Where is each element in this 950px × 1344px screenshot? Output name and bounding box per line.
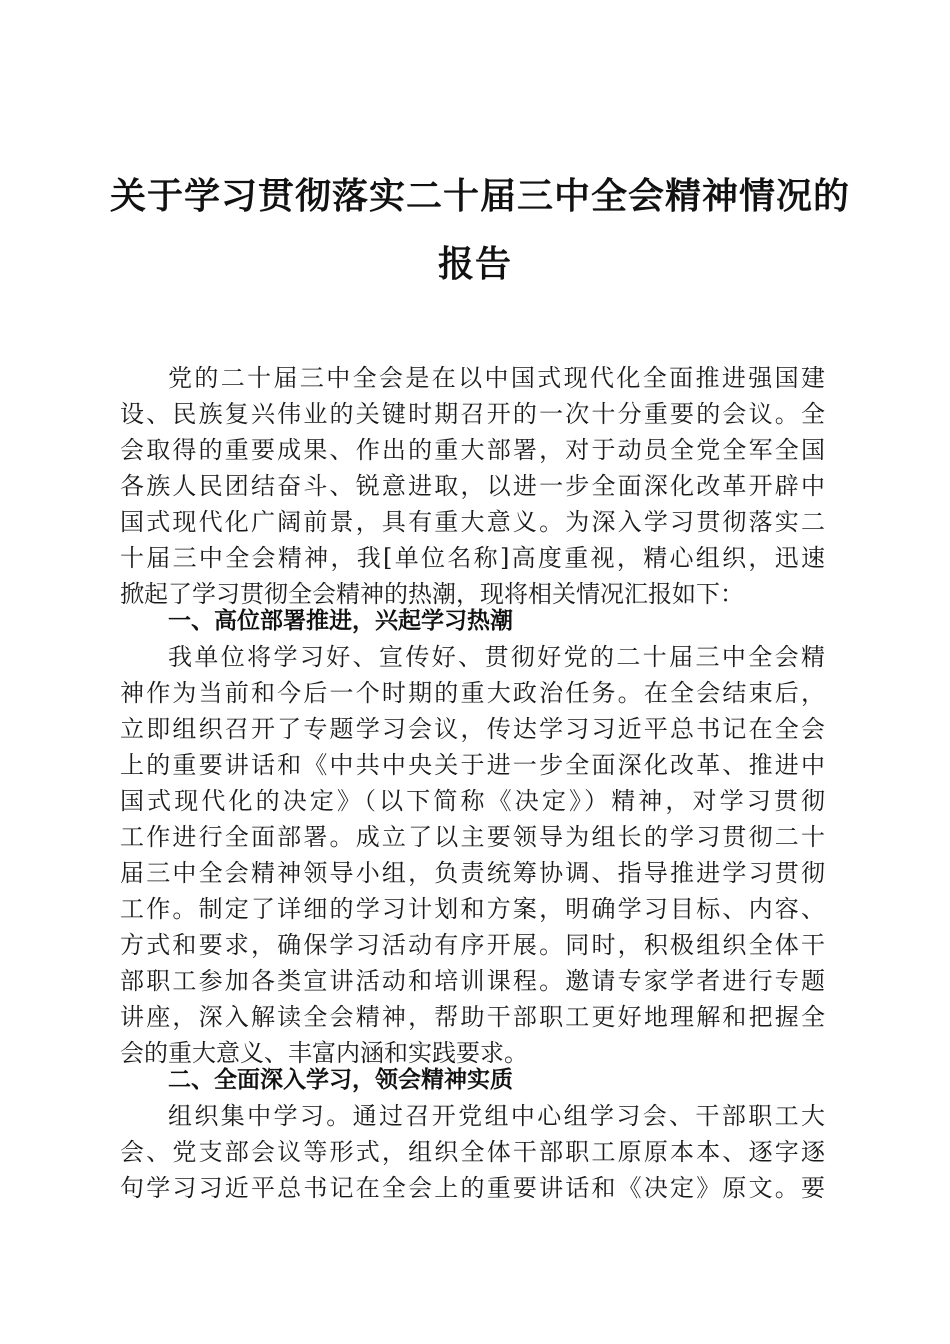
paragraph-1-line: 各族人民团结奋斗、锐意进取，以进一步全面深化改革开辟中: [120, 472, 825, 500]
paragraph-1-line: 十届三中全会精神，我[单位名称]高度重视，精心组织，迅速: [120, 544, 825, 572]
paragraph-2-line: 部职工参加各类宣讲活动和培训课程。邀请专家学者进行专题: [120, 967, 825, 995]
paragraph-2-line: 会的重大意义、丰富内涵和实践要求。: [120, 1039, 528, 1067]
paragraph-3-line: 句学习习近平总书记在全会上的重要讲话和《决定》原文。要: [120, 1174, 825, 1202]
paragraph-1-line: 掀起了学习贯彻全会精神的热潮，现将相关情况汇报如下：: [120, 580, 744, 608]
paragraph-2-line: 立即组织召开了专题学习会议，传达学习习近平总书记在全会: [120, 715, 825, 743]
paragraph-2-line: 届三中全会精神领导小组，负责统筹协调、指导推进学习贯彻: [120, 859, 825, 887]
paragraph-2-line: 工作进行全面部署。成立了以主要领导为组长的学习贯彻二十: [120, 823, 825, 851]
document-title-line-1: 关于学习贯彻落实二十届三中全会精神情况的: [110, 175, 851, 217]
paragraph-1-line: 设、民族复兴伟业的关键时期召开的一次十分重要的会议。全: [120, 400, 825, 428]
section-heading-2: 二、全面深入学习，领会精神实质: [168, 1067, 513, 1093]
document-title-line-2: 报告: [437, 243, 512, 285]
section-heading-1: 一、高位部署推进，兴起学习热潮: [168, 608, 513, 634]
paragraph-2-line: 神作为当前和今后一个时期的重大政治任务。在全会结束后，: [120, 679, 825, 707]
paragraph-2-line: 上的重要讲话和《中共中央关于进一步全面深化改革、推进中: [120, 751, 825, 779]
paragraph-1-line: 会取得的重要成果、作出的重大部署，对于动员全党全军全国: [120, 436, 825, 464]
paragraph-2-line: 国式现代化的决定》（以下简称《决定》）精神，对学习贯彻: [120, 787, 825, 815]
paragraph-2-line: 我单位将学习好、宣传好、贯彻好党的二十届三中全会精: [168, 643, 825, 671]
paragraph-1-line: 国式现代化广阔前景，具有重大意义。为深入学习贯彻落实二: [120, 508, 825, 536]
paragraph-2-line: 方式和要求，确保学习活动有序开展。同时，积极组织全体干: [120, 931, 825, 959]
paragraph-1-line: 党的二十届三中全会是在以中国式现代化全面推进强国建: [168, 364, 825, 392]
paragraph-2-line: 工作。制定了详细的学习计划和方案，明确学习目标、内容、: [120, 895, 825, 923]
paragraph-2-line: 讲座，深入解读全会精神，帮助干部职工更好地理解和把握全: [120, 1003, 825, 1031]
paragraph-3-line: 会、党支部会议等形式，组织全体干部职工原原本本、逐字逐: [120, 1138, 825, 1166]
paragraph-3-line: 组织集中学习。通过召开党组中心组学习会、干部职工大: [168, 1102, 825, 1130]
